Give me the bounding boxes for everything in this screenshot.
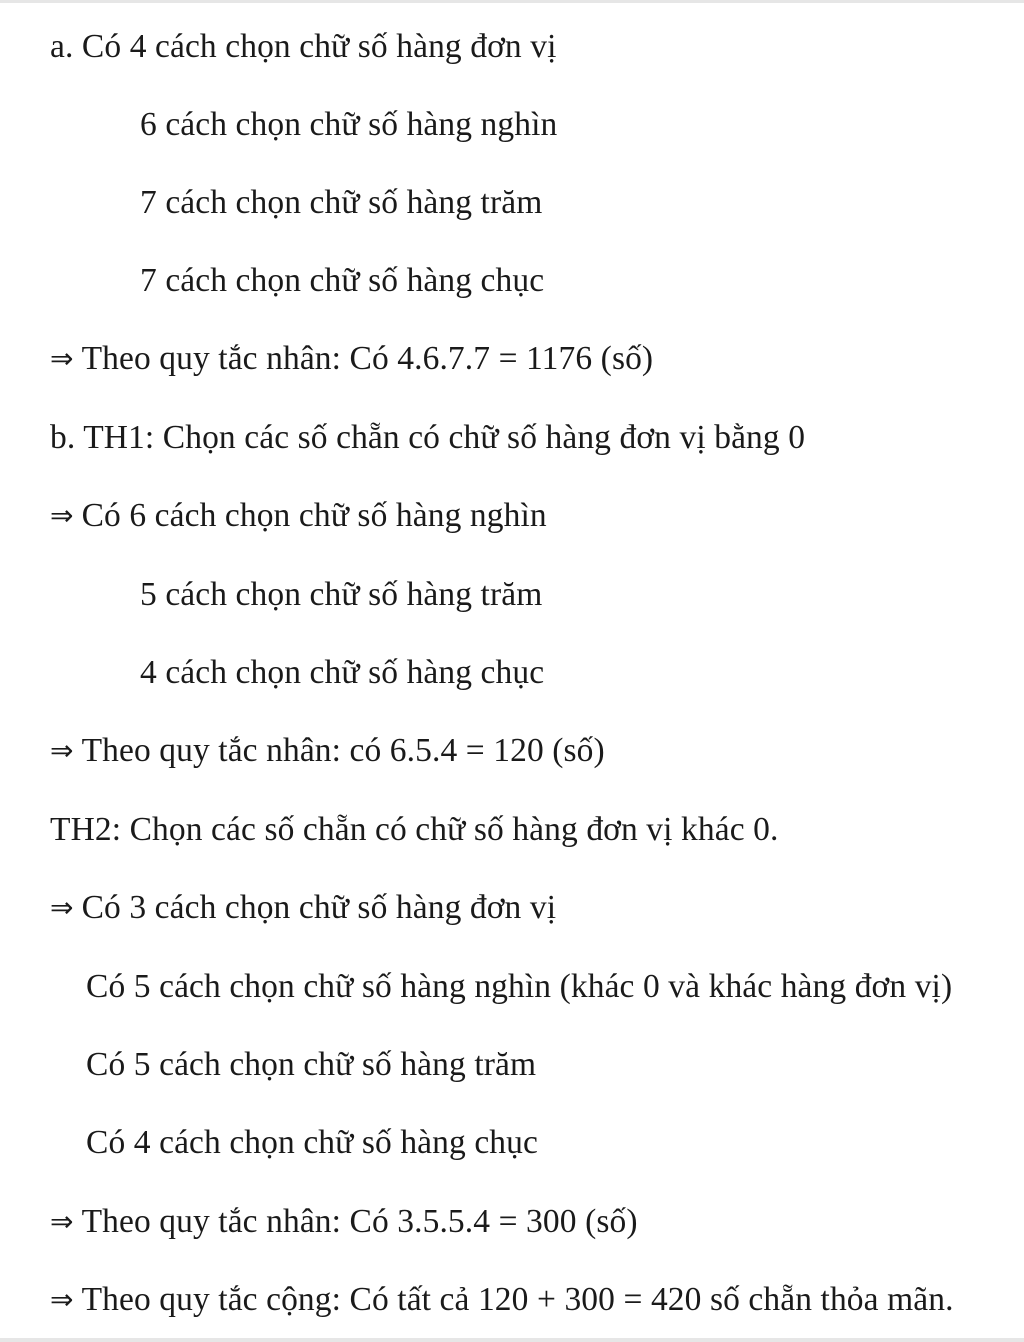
line-text: Có 5 cách chọn chữ số hàng nghìn (khác 0 và khác hàng đơn vị) [86,968,953,1005]
part-a-line-units [50,27,557,67]
case2-result [50,1202,638,1242]
line-text: b. TH1: Chọn các số chẵn có chữ số hàng đơn vị bằng 0 [50,419,806,456]
part-b-case1-heading [50,418,805,458]
implies-arrow-icon: ⇒ [50,499,74,532]
line-text: Có 3 cách chọn chữ số hàng đơn vị [81,889,557,926]
implies-arrow-icon: ⇒ [50,1205,74,1238]
case2-heading [50,810,778,850]
line-text: Theo quy tắc cộng: Có tất cả 120 + 300 = 420 số chẵn thỏa mãn. [81,1281,954,1318]
case2-line-units [50,888,556,928]
case1-line-hundreds [140,575,542,615]
part-a-line-tens [140,261,544,301]
line-text: 6 cách chọn chữ số hàng nghìn [140,106,558,143]
line-text: Theo quy tắc nhân: có 6.5.4 = 120 (số) [81,732,605,769]
implies-arrow-icon: ⇒ [50,342,74,375]
case1-line-tens [140,653,544,693]
top-border [0,0,1024,3]
line-text: Có 6 cách chọn chữ số hàng nghìn [81,497,547,534]
implies-arrow-icon: ⇒ [50,1283,74,1316]
part-a-result [50,339,653,379]
implies-arrow-icon: ⇒ [50,891,74,924]
part-a-line-hundreds [140,183,542,223]
line-text: 4 cách chọn chữ số hàng chục [140,654,545,691]
line-text: TH2: Chọn các số chẵn có chữ số hàng đơn vị khác 0. [50,811,779,848]
case2-line-thousands [86,967,952,1007]
case1-result [50,731,605,771]
case2-line-hundreds [86,1045,536,1085]
final-result [50,1280,954,1320]
part-a-line-thousands [140,105,557,145]
bottom-border [0,1338,1024,1342]
line-text: Theo quy tắc nhân: Có 4.6.7.7 = 1176 (số) [81,340,654,377]
implies-arrow-icon: ⇒ [50,734,74,767]
line-text: 7 cách chọn chữ số hàng chục [140,262,545,299]
line-text: Có 4 cách chọn chữ số hàng chục [86,1124,538,1161]
case2-line-tens [86,1123,538,1163]
line-text: a. Có 4 cách chọn chữ số hàng đơn vị [50,28,557,65]
case1-line-thousands [50,496,547,536]
line-text: 7 cách chọn chữ số hàng trăm [140,184,543,221]
line-text: 5 cách chọn chữ số hàng trăm [140,576,543,613]
line-text: Có 5 cách chọn chữ số hàng trăm [86,1046,537,1083]
line-text: Theo quy tắc nhân: Có 3.5.5.4 = 300 (số) [81,1203,638,1240]
